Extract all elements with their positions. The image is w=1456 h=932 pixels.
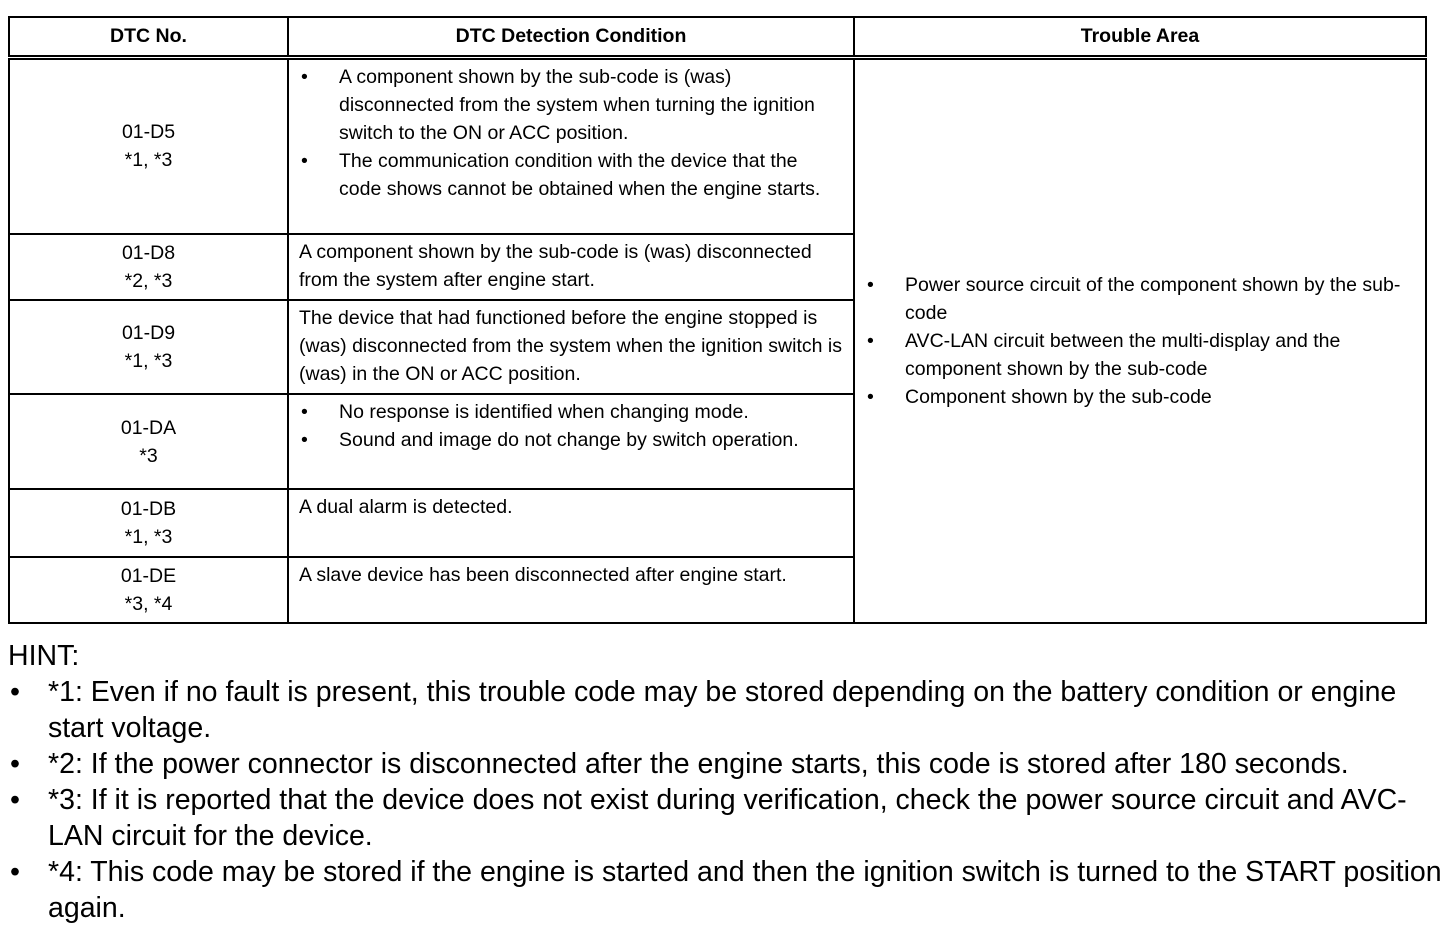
condition-text: The device that had functioned before the engine stopped is (was) disconnected from the system when the ignition switch is (was) in the ON or ACC position. <box>299 306 842 385</box>
trouble-area-list <box>865 271 1415 411</box>
dtc-code-cell <box>9 234 288 300</box>
dtc-notes: *1, *3 <box>124 149 173 172</box>
list-item <box>299 426 843 454</box>
condition-bullet-list <box>299 63 843 203</box>
detection-condition-cell <box>288 300 854 394</box>
condition-text: No response is identified when changing mode. <box>339 401 749 424</box>
table-row <box>9 57 1426 234</box>
bullet-icon: • <box>867 385 874 408</box>
bullet-icon: • <box>10 784 20 816</box>
table-header-row <box>9 17 1426 57</box>
dtc-notes: *3 <box>139 444 158 467</box>
dtc-code: 01-DE <box>120 564 177 587</box>
condition-bullet-list <box>299 398 843 454</box>
hint-list <box>8 674 1448 926</box>
dtc-notes: *1, *3 <box>124 349 173 372</box>
bullet-icon: • <box>867 329 874 352</box>
hint-section <box>8 638 1448 926</box>
condition-text: Sound and image do not change by switch operation. <box>339 429 799 452</box>
bullet-icon: • <box>301 429 308 452</box>
hint-text: *3: If it is reported that the device does not exist during verification, check the power source circuit and AVC-LAN circuit for the device. <box>48 784 1407 852</box>
header-detection-condition: DTC Detection Condition <box>288 17 854 57</box>
list-item <box>8 782 1448 854</box>
list-item <box>299 398 843 426</box>
trouble-area-cell <box>854 57 1426 623</box>
header-trouble-area: Trouble Area <box>854 17 1426 57</box>
detection-condition-cell <box>288 57 854 234</box>
dtc-code: 01-D5 <box>121 121 176 144</box>
hint-text: *4: This code may be stored if the engine is started and then the ignition switch is turned to the START position again. <box>48 856 1442 924</box>
dtc-code: 01-D9 <box>121 321 176 344</box>
trouble-area-text: Power source circuit of the component shown by the sub-code <box>905 273 1401 324</box>
dtc-code: 01-DA <box>120 416 177 439</box>
dtc-table <box>8 16 1427 624</box>
list-item <box>299 147 843 203</box>
dtc-notes: *2, *3 <box>124 269 173 292</box>
list-item <box>865 327 1415 383</box>
dtc-code-cell <box>9 489 288 556</box>
trouble-area-text: Component shown by the sub-code <box>905 385 1212 408</box>
hint-text: *2: If the power connector is disconnected after the engine starts, this code is stored after 180 seconds. <box>48 748 1349 780</box>
bullet-icon: • <box>10 676 20 708</box>
dtc-notes: *3, *4 <box>124 592 173 615</box>
list-item <box>865 383 1415 411</box>
detection-condition-cell <box>288 557 854 623</box>
condition-text: A component shown by the sub-code is (was) disconnected from the system when turning the ignition switch to the ON or ACC position. <box>339 65 815 144</box>
list-item <box>8 674 1448 746</box>
dtc-code-cell <box>9 557 288 623</box>
bullet-icon: • <box>301 65 308 88</box>
bullet-icon: • <box>301 401 308 424</box>
detection-condition-cell <box>288 489 854 556</box>
dtc-code-cell <box>9 300 288 394</box>
hint-text: *1: Even if no fault is present, this trouble code may be stored depending on the battery condition or engine start voltage. <box>48 676 1397 744</box>
detection-condition-cell <box>288 394 854 489</box>
condition-text: A slave device has been disconnected after engine start. <box>299 563 787 586</box>
dtc-code: 01-D8 <box>121 241 176 264</box>
bullet-icon: • <box>301 149 308 172</box>
dtc-notes: *1, *3 <box>124 526 173 549</box>
list-item <box>8 854 1448 926</box>
condition-text: A dual alarm is detected. <box>299 496 513 519</box>
bullet-icon: • <box>867 273 874 296</box>
dtc-code: 01-DB <box>120 498 177 521</box>
condition-text: A component shown by the sub-code is (was) disconnected from the system after engine start. <box>299 240 812 291</box>
bullet-icon: • <box>10 856 20 888</box>
trouble-area-text: AVC-LAN circuit between the multi-display and the component shown by the sub-code <box>905 329 1341 380</box>
header-dtc-no: DTC No. <box>9 17 288 57</box>
dtc-code-cell <box>9 57 288 234</box>
detection-condition-cell <box>288 234 854 300</box>
list-item <box>865 271 1415 327</box>
dtc-code-cell <box>9 394 288 489</box>
bullet-icon: • <box>10 748 20 780</box>
list-item <box>299 63 843 147</box>
condition-text: The communication condition with the device that the code shows cannot be obtained when the engine starts. <box>339 149 821 200</box>
list-item <box>8 746 1448 782</box>
hint-title: HINT: <box>8 640 80 672</box>
